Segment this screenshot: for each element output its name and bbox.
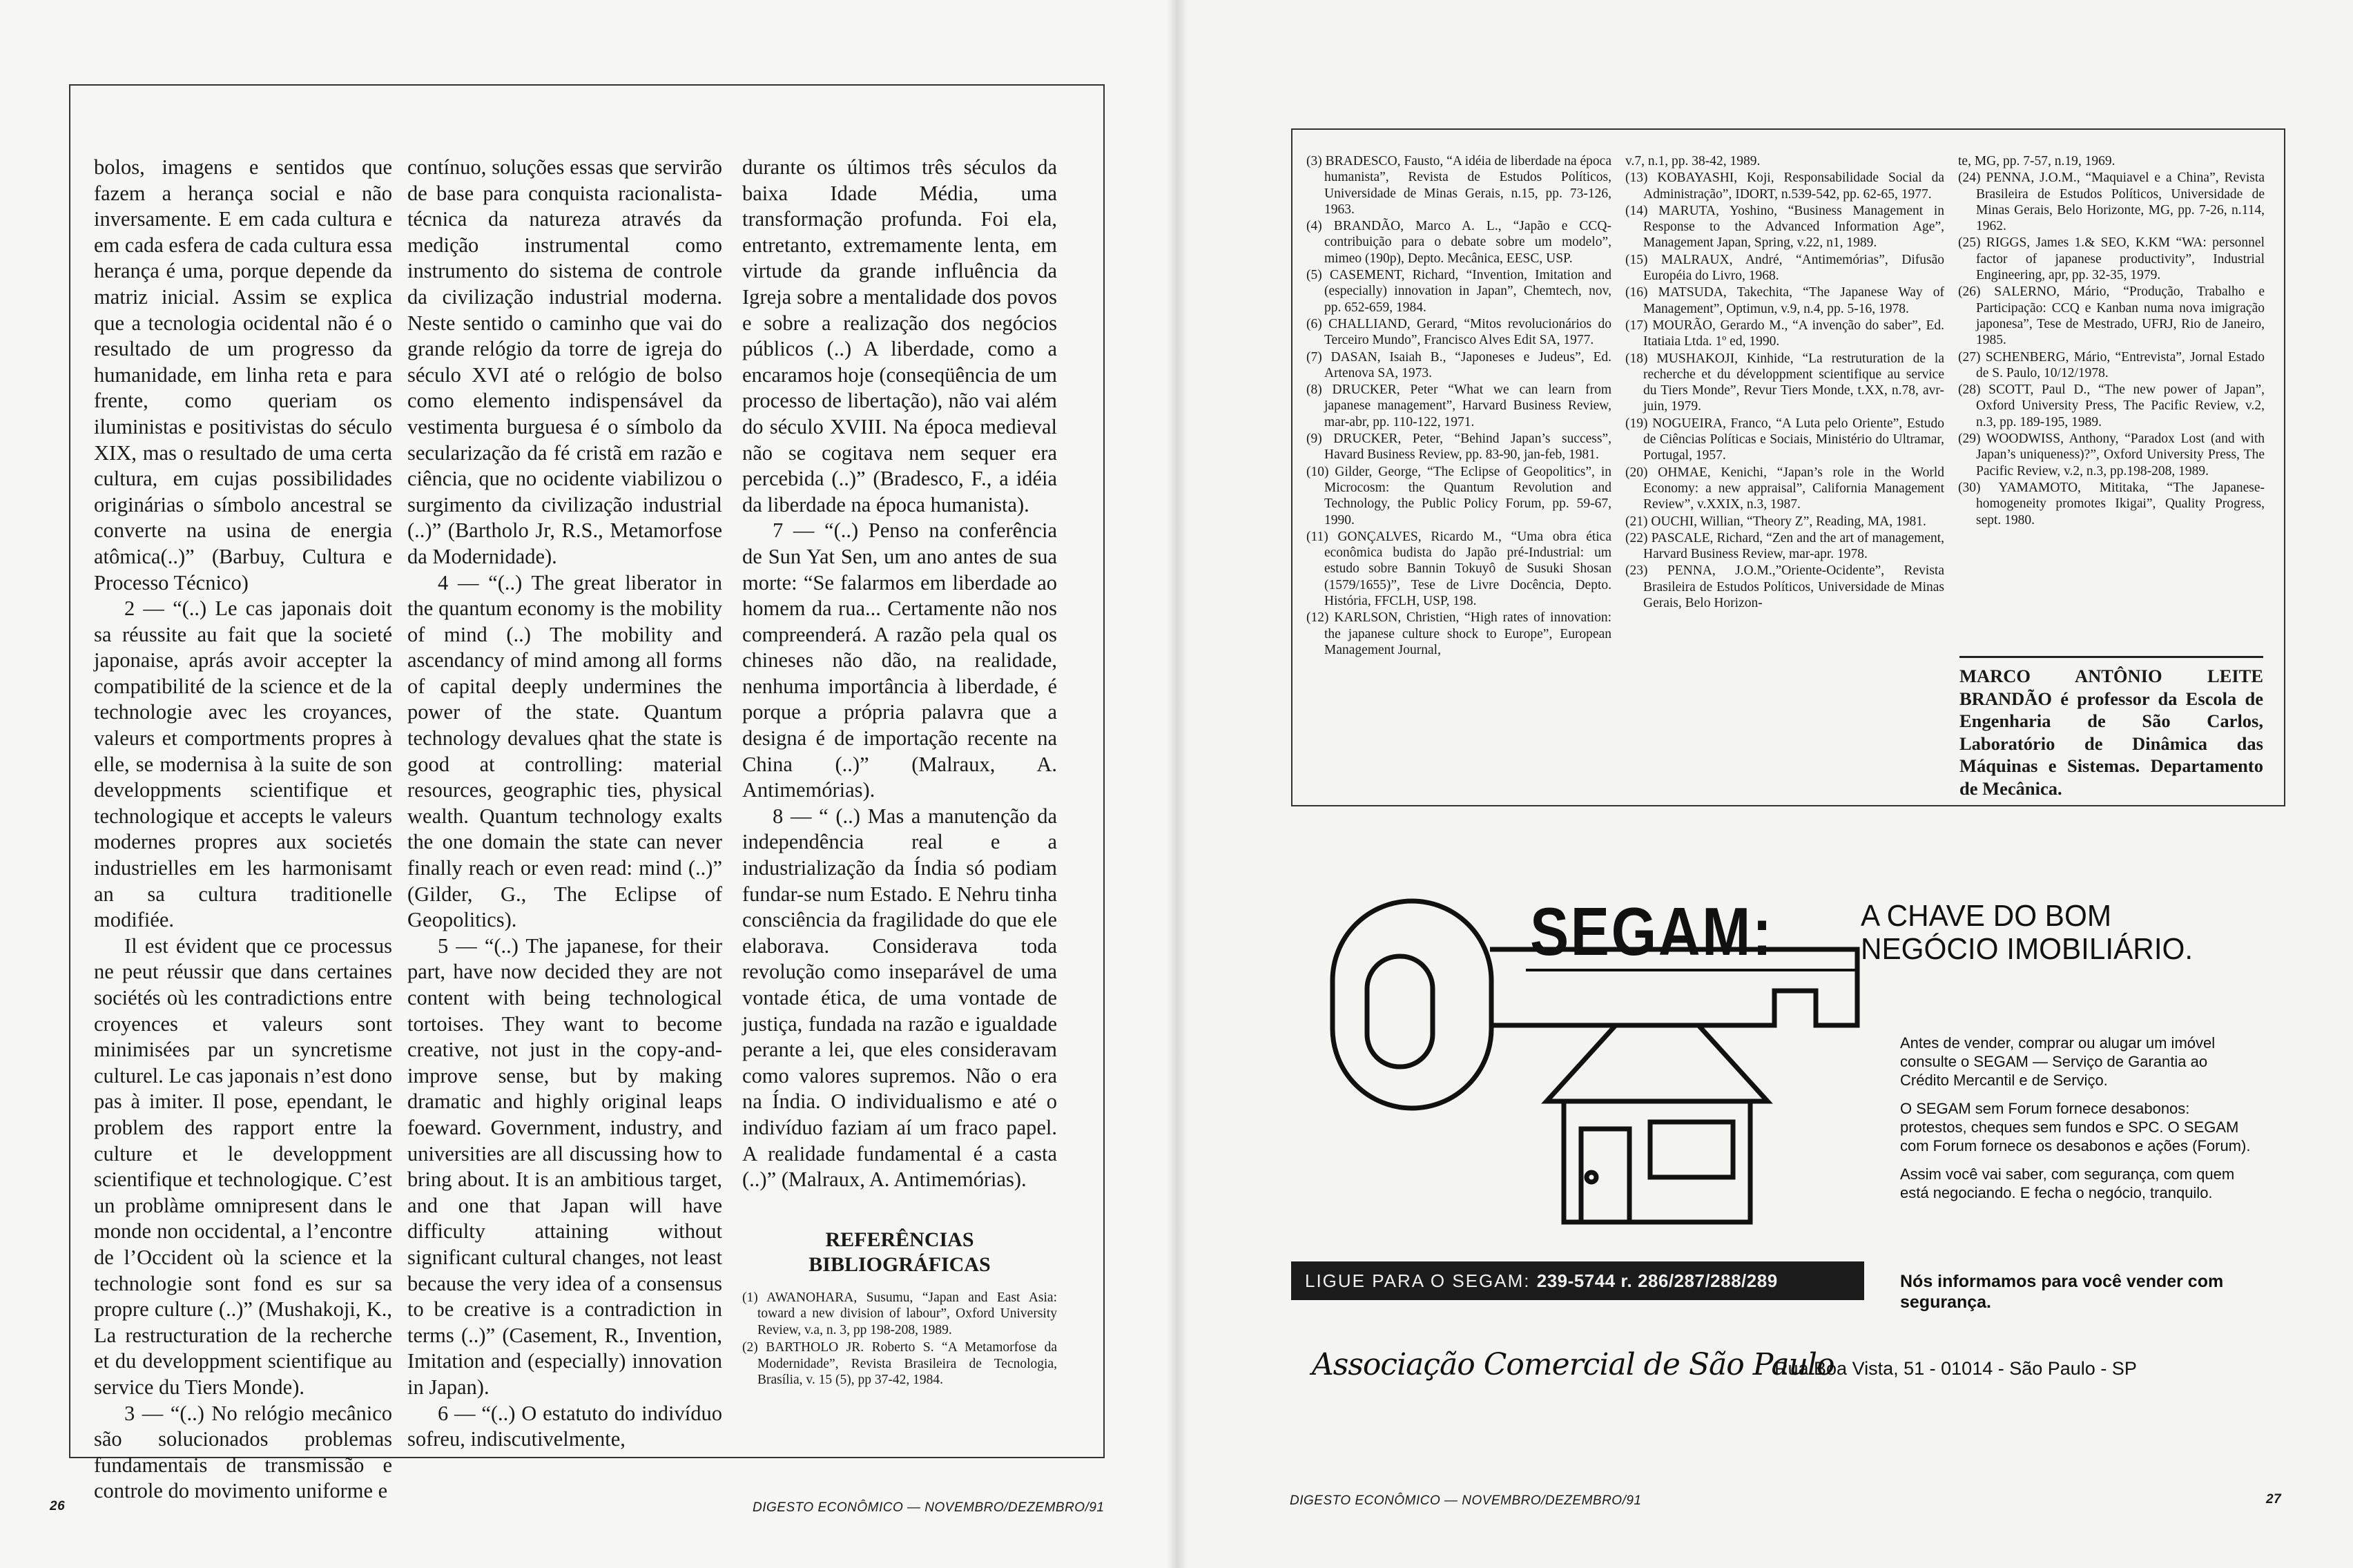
reference-item: (1) AWANOHARA, Susumu, “Japan and East Asia: toward a new division of labour”, Oxford University Review, v.a, n. 3, pp 198-208, 1989. — [742, 1290, 1057, 1337]
ad-tagline: Nós informamos para você vender com segurança. — [1900, 1272, 2224, 1312]
paragraph: 8 — “ (..) Mas a manutenção da independência real e a industrialização da Índia só podiam fundar-se num Estado. E Nehru tinha consciência da fragilidade do que ele elaborava. Considerava toda revolução como inseparável de uma vontade ética, de uma vontade de justiça, fundada na razão e igualdade perante a lei, que eles consideravam como valores supremos. Não o era na Índia. O individualismo e até o indivíduo faziam aí um fraco papel. A realidade fundamental é a casta (..)” (Malraux, A. Antimemórias). — [742, 804, 1057, 1192]
reference-item: (25) RIGGS, James 1.& SEO, K.KM “WA: personnel factor of japanese productivity”, Industrial Engineering, apr, pp. 32-35, 1979. — [1958, 235, 2265, 283]
reference-item: (11) GONÇALVES, Ricardo M., “Uma obra ética econômica budista do Japão pré-Industrial: um estudo sobre Bannin Tokuyô de Susuki Shosan (1579/1655)”, Tese de Livre Docência, Depto. História, FFCLH, USP, 198. — [1306, 529, 1611, 609]
reference-item: (2) BARTHOLO JR. Roberto S. “A Metamorfose da Modernidade”, Revista Brasileira de Tecnologia, Brasília, v. 15 (5), pp 37-42, 1984. — [742, 1340, 1057, 1388]
references-column-1 — [1306, 153, 1611, 659]
reference-item: (26) SALERNO, Mário, “Produção, Trabalho e Participação: CCQ e Kanban numa nova imigração japonesa”, Tese de Mestrado, UFRJ, Rio de Janeiro, 1985. — [1958, 284, 2265, 348]
paragraph: Il est évident que ce processus ne peut réussir que dans certaines sociétés où les contradictions entre croyences et valeurs sont minimisées par un syncretisme culturel. Le cas japonais n’est dono pas à imiter. Il pose, ependant, le problem des rapport entre la culture et le developpment scientifique et technologique. C’est un problàme omnipresent dans le monde non occidental, a l’encontre de l’Occident où la science et la technologie sont fond es sur sa propre culture (..)” (Mushakoji, K., La restructuration de la recherche et du developpment scientifique au service du Tiers Monde). — [94, 933, 392, 1399]
ad-phone-number: 239-5744 r. 286/287/288/289 — [1536, 1270, 1778, 1291]
reference-item: (7) DASAN, Isaiah B., “Japoneses e Judeus”, Ed. Artenova SA, 1973. — [1306, 349, 1611, 380]
reference-item: (5) CASEMENT, Richard, “Invention, Imitation and (especially) innovation in Japan”, Chemtech, nov, pp. 652-659, 1984. — [1306, 268, 1611, 315]
footer-title-right: DIGESTO ECONÔMICO — NOVEMBRO/DEZEMBRO/91 — [1290, 1493, 1642, 1508]
ad-address: Rua Boa Vista, 51 - 01014 - São Paulo - SP — [1774, 1358, 2137, 1379]
ad-body-text — [1900, 1034, 2259, 1212]
reference-item: (23) PENNA, J.O.M.,”Oriente-Ocidente”, Revista Brasileira de Estudos Políticos, Universidade de Minas Gerais, Belo Horizon- — [1625, 563, 1944, 611]
article-column-3 — [742, 155, 1057, 1390]
reference-item: (28) SCOTT, Paul D., “The new power of Japan”, Oxford University Press, The Pacific Review, v.2, n.3, pp. 189-195, 1989. — [1958, 383, 2265, 429]
segam-advertisement — [1291, 873, 2285, 1440]
paragraph: bolos, imagens e sentidos que fazem a herança social e não inversamente. E em cada cultura e em cada esfera de cada cultura essa herança é uma, porque depende da matriz inicial. Assim se explica que a tecnologia ocidental não é o resultado de um progresso da humanidade, em linha reta e para frente, como queriam os iluministas e positivistas do século XIX, mas o resultado de uma certa cultura, em cujas possibilidades originárias o símbolo ancestral se converte na usina de energia atômica(..)” (Barbuy, Cultura e Processo Técnico) — [94, 155, 392, 594]
reference-item: (8) DRUCKER, Peter “What we can learn from japanese management”, Harvard Business Review, mar-abr, pp. 110-122, 1971. — [1306, 383, 1611, 429]
page-number-left: 26 — [50, 1499, 66, 1513]
reference-item: (30) YAMAMOTO, Mititaka, “The Japanese-homogeneity promotes Ikigai”, Quality Progress, sept. 1980. — [1958, 480, 2265, 527]
paragraph: 2 — “(..) Le cas japonais doit sa réussite au fait que la societé japonaise, aprás avoir accepter la compatibilité de la science et de la technologie avec les croyances, valeurs et comportments propres à elle, se modernisa à la suite de son developpments scientifique et technologique et accepts le valeurs modernes propres aux societés industrielles em les harmonisamt an sa cultura traditionelle modifiée. — [94, 597, 392, 932]
reference-item: (20) OHMAE, Kenichi, “Japan’s role in the World Economy: a new appraisal”, California Management Review”, v.XXIX, n.3, 1987. — [1625, 465, 1944, 512]
ad-paragraph: O SEGAM sem Forum fornece desabonos: protestos, cheques sem fundos e SPC. O SEGAM com Forum fornece os desabonos e ações (Forum). — [1900, 1100, 2251, 1154]
bio-divider — [1959, 656, 2263, 658]
paragraph: 4 — “(..) The great liberator in the quantum economy is the mobility of mind (..) The mobility and ascendancy of mind among all forms of capital deeply undermines the power of the state. Quantum technology devalues qhat the state is good at controlling: material resources, geographic ties, physical wealth. Quantum technology exalts the one domain the state can never finally reach or even read: mind (..)” (Gilder, G., The Eclipse of Geopolitics). — [407, 570, 722, 932]
paragraph: 7 — “(..) Penso na conferência de Sun Yat Sen, um ano antes de sua morte: “Se falarmos em liberdade ao homem da rua... Certamente não nos compreenderá. A razão pela qual os chineses não dão, na realidade, nenhuma importância à liberdade, é porque a própria palavra que a designa é de importação recente na China (..)” (Malraux, A. Antimemórias). — [742, 519, 1057, 802]
ad-paragraph: Assim você vai saber, com segurança, com quem está negociando. E fecha o negócio, tranquilo. — [1900, 1165, 2235, 1201]
paragraph: contínuo, soluções essas que servirão de base para conquista racionalista-técnica da natureza através da medição instrumental como instrumento do sistema de controle da civilização industrial moderna. Neste sentido o caminho que vai do grande relógio da torre de igreja do século XVI até o relógio de bolso como elemento indispensável da vestimenta burguesa é o símbolo da secularização da fé cristã em razão e ciência, que no ocidente viabilizou o surgimento da civilização industrial (..)” (Bartholo Jr, R.S., Metamorfose da Modernidade). — [407, 155, 722, 568]
reference-item: (18) MUSHAKOJI, Kinhide, “La restruturation de la recherche et du développment scientifique au service du Tiers Monde”, Revur Tiers Monde, t.XX, n.78, avr-juin, 1979. — [1625, 351, 1944, 414]
reference-item: (14) MARUTA, Yoshino, “Business Management in Response to the Advanced Information Age”, Management Japan, Spring, v.22, n1, 1989. — [1625, 203, 1944, 251]
paragraph: durante os últimos três séculos da baixa Idade Média, uma transformação profunda. Foi ela, entretanto, extremamente lenta, em virtude da grande influência da Igreja sobre a mentalidade dos povos e sobre a realização dos negócios públicos (..) A liberdade, como a encaramos hoje (conseqüência de um processo de libertação), não vai além do século XVIII. Na época medieval não se cogitava nem sequer era percebida (..)” (Bradesco, F., a idéia da liberdade na época humanista). — [742, 155, 1057, 516]
reference-item: (10) Gilder, George, “The Eclipse of Geopolitics”, in Microcosm: the Quantum Revolution and Technology, the Public Policy Forum, pp. 59-67, 1990. — [1306, 464, 1611, 527]
page-gutter — [1167, 0, 1188, 1568]
reference-item: (29) WOODWISS, Anthony, “Paradox Lost (and with Japan’s uniqueness)?”, Oxford University Press, The Pacific Review, v.2, n.3, pp.198-208, 1989. — [1958, 432, 2265, 478]
reference-item: (12) KARLSON, Christien, “High rates of innovation: the japanese culture shock to Europe”, European Management Journal, — [1306, 610, 1611, 657]
references-column-2 — [1625, 153, 1944, 612]
paragraph: 3 — “(..) No relógio mecânico são solucionados problemas fundamentais de transmissão e controle do movimento uniforme e — [94, 1401, 392, 1503]
references-list — [742, 1290, 1057, 1388]
article-column-2 — [407, 155, 722, 1453]
ad-slogan: A CHAVE DO BOM NEGÓCIO IMOBILIÁRIO. — [1861, 899, 2194, 966]
references-column-3 — [1958, 153, 2265, 529]
reference-item: (9) DRUCKER, Peter, “Behind Japan’s success”, Havard Business Review, pp. 83-90, jan-feb, 1981. — [1306, 432, 1611, 463]
ad-brand: SEGAM: — [1530, 893, 1774, 969]
reference-item: (13) KOBAYASHI, Koji, Responsabilidade Social da Administração”, IDORT, n.539-542, pp. 62-65, 1977. — [1625, 171, 1944, 202]
paragraph: 6 — “(..) O estatuto do indivíduo sofreu, indiscutivelmente, — [407, 1401, 722, 1451]
reference-item: (15) MALRAUX, André, “Antimemórias”, Difusão Européia do Livro, 1968. — [1625, 252, 1944, 284]
article-column-1 — [94, 155, 392, 1504]
ad-signature-logo: Associação Comercial de São Paulo — [1312, 1347, 1834, 1382]
reference-item: (19) NOGUEIRA, Franco, “A Luta pelo Oriente”, Estudo de Ciências Políticas e Sociais, Ministério do Ultramar, Portugal, 1957. — [1625, 416, 1944, 463]
reference-item: te, MG, pp. 7-57, n.19, 1969. — [1958, 154, 2115, 168]
reference-item: (17) MOURÃO, Gerardo M., “A invenção do saber”, Ed. Itatiaia Ltda. 1º ed, 1990. — [1625, 318, 1944, 349]
page-number-right: 27 — [2266, 1492, 2282, 1507]
reference-item: (4) BRANDÃO, Marco A. L., “Japão e CCQ-contribuição para o debate sobre um modelo”, mimeo (190p), Depto. Mecânica, EESC, USP. — [1306, 219, 1611, 266]
footer-title-left: DIGESTO ECONÔMICO — NOVEMBRO/DEZEMBRO/91 — [753, 1500, 1105, 1515]
reference-item: (22) PASCALE, Richard, “Zen and the art of management, Harvard Business Review, mar-apr. 1978. — [1625, 530, 1944, 562]
author-bio: MARCO ANTÔNIO LEITE BRANDÃO é professor da Escola de Engenharia de São Carlos, Laboratório de Dinâmica das Máquinas e Sistemas. Departamento de Mecânica. — [1959, 666, 2263, 799]
reference-item: (21) OUCHI, Willian, “Theory Z”, Reading, MA, 1981. — [1625, 514, 1926, 529]
reference-item: v.7, n.1, pp. 38-42, 1989. — [1625, 154, 1761, 168]
reference-item: (27) SCHENBERG, Mário, “Entrevista”, Jornal Estado de S. Paulo, 10/12/1978. — [1958, 349, 2265, 380]
ad-paragraph: Antes de vender, comprar ou alugar um imóvel consulte o SEGAM — Serviço de Garantia ao Crédito Mercantil e de Serviço. — [1900, 1034, 2216, 1089]
reference-item: (16) MATSUDA, Takechita, “The Japanese Way of Management”, Optimun, v.9, n.4, pp. 5-16, 1978. — [1625, 285, 1944, 316]
reference-item: (3) BRADESCO, Fausto, “A idéia de liberdade na época humanista”, Revista de Estudos Políticos, Universidade de Minas Gerais, n.15, pp. 73-126, 1963. — [1306, 154, 1611, 217]
paragraph: 5 — “(..) The japanese, for their part, have now decided they are not content with being technological tortoises. They want to become creative, not just in the copy-and-improve sense, but by making dramatic and highly original leaps foeward. Government, industry, and universities are all discussing how to bring about. It is an ambitious target, and one that Japan will have difficulty attaining without significant cultural changes, not least because the very idea of a consensus to be creative is a contradiction in terms (..)” (Casement, R., Invention, Imitation and (especially) innovation in Japan). — [407, 933, 722, 1399]
reference-item: (6) CHALLIAND, Gerard, “Mitos revolucionários do Terceiro Mundo”, Francisco Alves Edit SA, 1977. — [1306, 316, 1611, 348]
references-heading: REFERÊNCIAS BIBLIOGRÁFICAS — [808, 1228, 991, 1276]
reference-item: (24) PENNA, J.O.M., “Maquiavel e a China”, Revista Brasileira de Estudos Políticos, Universidade de Minas Gerais, Belo Horizonte, MG, pp. 7-26, n.114, 1962. — [1958, 171, 2265, 234]
ad-phone-bar: LIGUE PARA O SEGAM: 239-5744 r. 286/287/288/289 — [1291, 1261, 1864, 1300]
